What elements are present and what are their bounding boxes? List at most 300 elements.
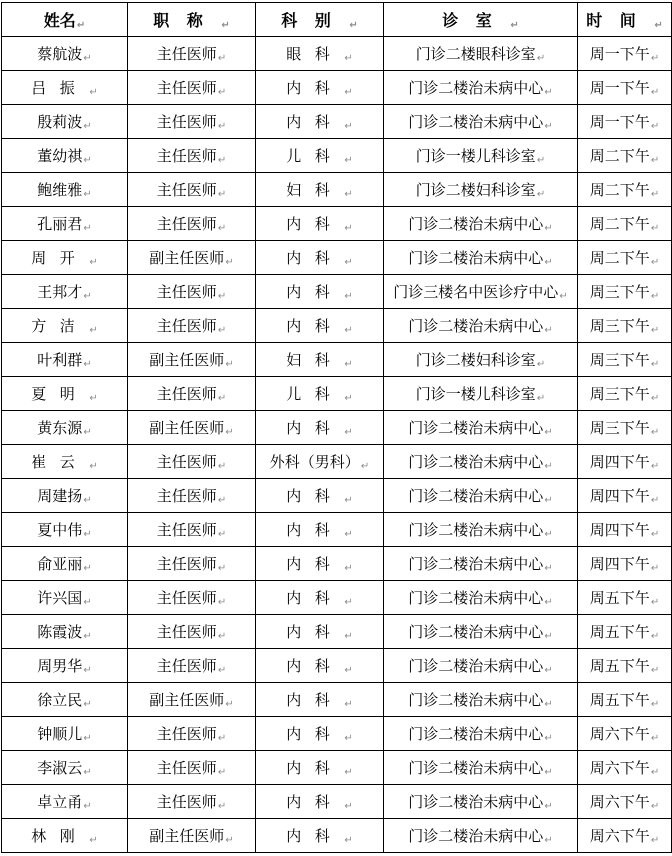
paragraph-mark-icon: ↵ xyxy=(650,529,660,540)
paragraph-mark-icon: ↵ xyxy=(83,699,92,710)
paragraph-mark-icon: ↵ xyxy=(650,223,660,234)
table-row xyxy=(2,343,672,377)
paragraph-mark-icon: ↵ xyxy=(344,121,353,132)
cell-title xyxy=(128,683,256,717)
cell-time xyxy=(578,615,672,649)
paragraph-mark-icon: ↵ xyxy=(344,427,353,438)
cell-title xyxy=(128,751,256,785)
paragraph-mark-icon: ↵ xyxy=(650,325,660,336)
cell-dept-text: 内科 xyxy=(286,113,344,131)
paragraph-mark-icon: ↵ xyxy=(650,631,660,642)
cell-dept xyxy=(256,139,384,173)
cell-time-text: 周三下午 xyxy=(589,419,650,437)
paragraph-mark-icon: ↵ xyxy=(536,189,546,200)
cell-title xyxy=(128,547,256,581)
cell-time-text: 周四下午 xyxy=(589,555,650,573)
table-row xyxy=(2,309,672,343)
header-dept: 科别↵ xyxy=(256,3,384,37)
cell-title xyxy=(128,139,256,173)
cell-name xyxy=(2,547,128,581)
paragraph-mark-icon: ↵ xyxy=(650,257,660,268)
header-time: 时间↵ xyxy=(578,3,672,37)
cell-title-text: 主任医师 xyxy=(156,317,217,335)
cell-dept xyxy=(256,377,384,411)
paragraph-mark-icon: ↵ xyxy=(650,359,660,370)
table-row xyxy=(2,411,672,445)
cell-name xyxy=(2,309,128,343)
cell-room-text: 门诊二楼治未病中心 xyxy=(408,589,544,607)
paragraph-mark-icon: ↵ xyxy=(344,223,353,234)
paragraph-mark-icon: ↵ xyxy=(83,597,92,608)
cell-time xyxy=(578,411,672,445)
cell-room-text: 门诊二楼治未病中心 xyxy=(408,453,544,471)
clinic-schedule-table xyxy=(1,2,672,853)
cell-time-text: 周二下午 xyxy=(589,249,650,267)
table-row xyxy=(2,445,672,479)
cell-title-text: 主任医师 xyxy=(156,283,217,301)
cell-room xyxy=(384,615,578,649)
cell-name-text: 卓立甬 xyxy=(37,793,83,811)
table-row xyxy=(2,241,672,275)
cell-name xyxy=(2,173,128,207)
paragraph-mark-icon: ↵ xyxy=(536,53,546,64)
paragraph-mark-icon: ↵ xyxy=(83,53,92,64)
cell-name xyxy=(2,343,128,377)
paragraph-mark-icon: ↵ xyxy=(217,767,227,778)
paragraph-mark-icon: ↵ xyxy=(650,665,660,676)
cell-name-text: 林刚 xyxy=(31,827,89,845)
cell-title xyxy=(128,411,256,445)
paragraph-mark-icon: ↵ xyxy=(344,291,353,302)
paragraph-mark-icon: ↵ xyxy=(544,495,553,506)
cell-time-text: 周三下午 xyxy=(589,283,650,301)
cell-title-text: 副主任医师 xyxy=(149,691,225,709)
cell-name-text: 夏明 xyxy=(31,385,89,403)
table-row xyxy=(2,683,672,717)
paragraph-mark-icon: ↵ xyxy=(544,121,553,132)
paragraph-mark-icon: ↵ xyxy=(217,733,227,744)
paragraph-mark-icon: ↵ xyxy=(83,121,92,132)
paragraph-mark-icon: ↵ xyxy=(89,393,98,404)
paragraph-mark-icon: ↵ xyxy=(83,631,92,642)
cell-name xyxy=(2,751,128,785)
cell-name-text: 俞亚丽 xyxy=(37,555,83,573)
cell-dept xyxy=(256,581,384,615)
cell-dept xyxy=(256,309,384,343)
paragraph-mark-icon: ↵ xyxy=(89,461,98,472)
paragraph-mark-icon: ↵ xyxy=(83,529,92,540)
paragraph-mark-icon: ↵ xyxy=(89,835,98,846)
cell-name xyxy=(2,37,128,71)
cell-dept xyxy=(256,615,384,649)
cell-dept-text: 内科 xyxy=(286,521,344,539)
paragraph-mark-icon: ↵ xyxy=(650,495,660,506)
cell-room xyxy=(384,785,578,819)
paragraph-mark-icon: ↵ xyxy=(344,87,353,98)
paragraph-mark-icon: ↵ xyxy=(544,597,553,608)
cell-time xyxy=(578,173,672,207)
cell-name xyxy=(2,445,128,479)
cell-dept-text: 外科（男科） xyxy=(269,453,360,471)
cell-room xyxy=(384,71,578,105)
paragraph-mark-icon: ↵ xyxy=(650,291,660,302)
paragraph-mark-icon: ↵ xyxy=(217,393,227,404)
cell-dept xyxy=(256,785,384,819)
paragraph-mark-icon: ↵ xyxy=(217,291,227,302)
paragraph-mark-icon: ↵ xyxy=(344,597,353,608)
paragraph-mark-icon: ↵ xyxy=(650,767,660,778)
cell-time-text: 周五下午 xyxy=(589,623,650,641)
cell-dept-text: 内科 xyxy=(286,623,344,641)
cell-room xyxy=(384,411,578,445)
cell-room xyxy=(384,649,578,683)
paragraph-mark-icon: ↵ xyxy=(544,427,553,438)
paragraph-mark-icon: ↵ xyxy=(544,325,553,336)
cell-name xyxy=(2,615,128,649)
cell-title xyxy=(128,241,256,275)
paragraph-mark-icon: ↵ xyxy=(89,87,98,98)
cell-title-text: 主任医师 xyxy=(156,215,217,233)
cell-time-text: 周二下午 xyxy=(589,181,650,199)
header-name: 姓名↵ xyxy=(2,3,128,37)
cell-name xyxy=(2,377,128,411)
cell-time xyxy=(578,547,672,581)
cell-time xyxy=(578,819,672,853)
cell-name-text: 陈霞波 xyxy=(37,623,83,641)
cell-title-text: 副主任医师 xyxy=(149,419,225,437)
cell-room-text: 门诊二楼治未病中心 xyxy=(408,827,544,845)
paragraph-mark-icon: ↵ xyxy=(650,801,660,812)
paragraph-mark-icon: ↵ xyxy=(217,495,227,506)
cell-room-text: 门诊二楼治未病中心 xyxy=(408,759,544,777)
cell-title-text: 副主任医师 xyxy=(149,827,225,845)
paragraph-mark-icon: ↵ xyxy=(650,699,660,710)
paragraph-mark-icon: ↵ xyxy=(544,631,553,642)
table-row xyxy=(2,649,672,683)
cell-title xyxy=(128,649,256,683)
paragraph-mark-icon: ↵ xyxy=(83,189,92,200)
cell-title-text: 副主任医师 xyxy=(149,351,225,369)
cell-room xyxy=(384,683,578,717)
cell-room-text: 门诊二楼妇科诊室 xyxy=(415,181,536,199)
cell-title xyxy=(128,309,256,343)
paragraph-mark-icon: ↵ xyxy=(344,393,353,404)
paragraph-mark-icon: ↵ xyxy=(360,461,370,472)
cell-dept-text: 眼科 xyxy=(286,45,344,63)
paragraph-mark-icon: ↵ xyxy=(217,53,227,64)
cell-room xyxy=(384,207,578,241)
cell-time xyxy=(578,717,672,751)
cell-room-text: 门诊二楼治未病中心 xyxy=(408,487,544,505)
table-row xyxy=(2,513,672,547)
cell-time-text: 周四下午 xyxy=(589,521,650,539)
cell-name-text: 黄东源 xyxy=(37,419,83,437)
paragraph-mark-icon: ↵ xyxy=(650,461,660,472)
cell-time xyxy=(578,105,672,139)
cell-time xyxy=(578,207,672,241)
cell-name xyxy=(2,649,128,683)
paragraph-mark-icon: ↵ xyxy=(650,189,660,200)
cell-dept-text: 儿科 xyxy=(286,385,344,403)
cell-name-text: 董幼祺 xyxy=(37,147,83,165)
cell-title xyxy=(128,479,256,513)
paragraph-mark-icon: ↵ xyxy=(217,529,227,540)
cell-dept-text: 内科 xyxy=(286,215,344,233)
cell-room xyxy=(384,581,578,615)
cell-time xyxy=(578,683,672,717)
paragraph-mark-icon: ↵ xyxy=(344,53,353,64)
paragraph-mark-icon: ↵ xyxy=(544,461,553,472)
paragraph-mark-icon: ↵ xyxy=(650,597,660,608)
cell-dept xyxy=(256,37,384,71)
cell-room-text: 门诊三楼名中医诊疗中心 xyxy=(393,283,559,301)
cell-name-text: 钟顺儿 xyxy=(37,725,83,743)
paragraph-mark-icon: ↵ xyxy=(217,189,227,200)
cell-dept xyxy=(256,683,384,717)
paragraph-mark-icon: ↵ xyxy=(544,835,553,846)
cell-dept-text: 内科 xyxy=(286,759,344,777)
cell-dept-text: 内科 xyxy=(286,419,344,437)
cell-name-text: 许兴国 xyxy=(37,589,83,607)
cell-name xyxy=(2,411,128,445)
cell-dept xyxy=(256,819,384,853)
cell-name-text: 王邦才 xyxy=(37,283,83,301)
cell-name-text: 孔丽君 xyxy=(37,215,83,233)
cell-dept xyxy=(256,649,384,683)
cell-title xyxy=(128,615,256,649)
cell-time xyxy=(578,513,672,547)
cell-time xyxy=(578,71,672,105)
paragraph-mark-icon: ↵ xyxy=(544,665,553,676)
table-row xyxy=(2,751,672,785)
cell-time xyxy=(578,445,672,479)
cell-title-text: 主任医师 xyxy=(156,79,217,97)
cell-name-text: 夏中伟 xyxy=(37,521,83,539)
paragraph-mark-icon: ↵ xyxy=(83,155,92,166)
paragraph-mark-icon: ↵ xyxy=(225,359,234,370)
cell-time-text: 周三下午 xyxy=(589,385,650,403)
cell-room-text: 门诊二楼治未病中心 xyxy=(408,79,544,97)
cell-name-text: 殷莉波 xyxy=(37,113,83,131)
cell-name xyxy=(2,241,128,275)
table-row xyxy=(2,71,672,105)
table-row xyxy=(2,581,672,615)
cell-dept-text: 内科 xyxy=(286,725,344,743)
paragraph-mark-icon: ↵ xyxy=(650,393,660,404)
paragraph-mark-icon: ↵ xyxy=(83,733,92,744)
paragraph-mark-icon: ↵ xyxy=(544,801,553,812)
paragraph-mark-icon: ↵ xyxy=(217,665,227,676)
cell-title-text: 主任医师 xyxy=(156,759,217,777)
paragraph-mark-icon: ↵ xyxy=(544,87,553,98)
paragraph-mark-icon: ↵ xyxy=(344,733,353,744)
cell-room xyxy=(384,445,578,479)
cell-title-text: 主任医师 xyxy=(156,623,217,641)
paragraph-mark-icon: ↵ xyxy=(225,257,234,268)
paragraph-mark-icon: ↵ xyxy=(344,801,353,812)
cell-name-text: 吕振 xyxy=(31,79,89,97)
cell-name xyxy=(2,71,128,105)
cell-title-text: 主任医师 xyxy=(156,793,217,811)
cell-room-text: 门诊二楼治未病中心 xyxy=(408,113,544,131)
table-row xyxy=(2,479,672,513)
paragraph-mark-icon: ↵ xyxy=(344,699,353,710)
paragraph-mark-icon: ↵ xyxy=(544,529,553,540)
paragraph-mark-icon: ↵ xyxy=(544,257,553,268)
table-row xyxy=(2,547,672,581)
cell-title-text: 主任医师 xyxy=(156,555,217,573)
cell-room-text: 门诊二楼妇科诊室 xyxy=(415,351,536,369)
cell-dept-text: 内科 xyxy=(286,283,344,301)
cell-time-text: 周五下午 xyxy=(589,657,650,675)
cell-time xyxy=(578,377,672,411)
paragraph-mark-icon: ↵ xyxy=(544,563,553,574)
cell-dept-text: 内科 xyxy=(286,555,344,573)
cell-title xyxy=(128,377,256,411)
cell-time-text: 周五下午 xyxy=(589,691,650,709)
cell-dept-text: 内科 xyxy=(286,249,344,267)
cell-name-text: 蔡航波 xyxy=(37,45,83,63)
table-row xyxy=(2,785,672,819)
cell-title xyxy=(128,37,256,71)
cell-title-text: 主任医师 xyxy=(156,385,217,403)
cell-dept-text: 内科 xyxy=(286,657,344,675)
cell-time-text: 周三下午 xyxy=(589,351,650,369)
cell-dept xyxy=(256,173,384,207)
cell-dept xyxy=(256,717,384,751)
cell-title-text: 主任医师 xyxy=(156,147,217,165)
paragraph-mark-icon: ↵ xyxy=(83,427,92,438)
cell-title-text: 主任医师 xyxy=(156,589,217,607)
paragraph-mark-icon: ↵ xyxy=(536,393,546,404)
cell-room xyxy=(384,309,578,343)
cell-room xyxy=(384,819,578,853)
cell-time xyxy=(578,241,672,275)
cell-room xyxy=(384,241,578,275)
cell-dept-text: 内科 xyxy=(286,487,344,505)
paragraph-mark-icon: ↵ xyxy=(544,223,553,234)
cell-title xyxy=(128,105,256,139)
cell-name xyxy=(2,479,128,513)
cell-dept-text: 内科 xyxy=(286,691,344,709)
cell-room-text: 门诊二楼治未病中心 xyxy=(408,793,544,811)
cell-room xyxy=(384,479,578,513)
cell-name-text: 方洁 xyxy=(31,317,89,335)
table-row xyxy=(2,819,672,853)
cell-dept-text: 妇科 xyxy=(286,351,344,369)
table-row xyxy=(2,377,672,411)
cell-room xyxy=(384,343,578,377)
cell-room xyxy=(384,377,578,411)
cell-room xyxy=(384,275,578,309)
cell-name-text: 崔云 xyxy=(31,453,89,471)
paragraph-mark-icon: ↵ xyxy=(344,155,353,166)
paragraph-mark-icon: ↵ xyxy=(83,767,92,778)
paragraph-mark-icon: ↵ xyxy=(217,461,227,472)
cell-title xyxy=(128,717,256,751)
cell-time-text: 周六下午 xyxy=(589,759,650,777)
cell-time-text: 周三下午 xyxy=(589,317,650,335)
cell-title-text: 主任医师 xyxy=(156,521,217,539)
paragraph-mark-icon: ↵ xyxy=(344,563,353,574)
cell-title-text: 主任医师 xyxy=(156,113,217,131)
cell-room-text: 门诊二楼治未病中心 xyxy=(408,623,544,641)
paragraph-mark-icon: ↵ xyxy=(344,495,353,506)
paragraph-mark-icon: ↵ xyxy=(344,359,353,370)
cell-title-text: 主任医师 xyxy=(156,453,217,471)
paragraph-mark-icon: ↵ xyxy=(650,563,660,574)
paragraph-mark-icon: ↵ xyxy=(344,665,353,676)
paragraph-mark-icon: ↵ xyxy=(217,87,227,98)
cell-name xyxy=(2,513,128,547)
cell-name xyxy=(2,683,128,717)
cell-title xyxy=(128,207,256,241)
cell-time xyxy=(578,275,672,309)
cell-room xyxy=(384,513,578,547)
cell-dept-text: 妇科 xyxy=(286,181,344,199)
paragraph-mark-icon: ↵ xyxy=(650,427,660,438)
cell-time-text: 周二下午 xyxy=(589,147,650,165)
cell-room-text: 门诊二楼治未病中心 xyxy=(408,691,544,709)
cell-time xyxy=(578,649,672,683)
table-row xyxy=(2,207,672,241)
header-row xyxy=(2,3,672,37)
paragraph-mark-icon: ↵ xyxy=(344,767,353,778)
paragraph-mark-icon: ↵ xyxy=(344,189,353,200)
cell-name xyxy=(2,819,128,853)
cell-room xyxy=(384,105,578,139)
cell-title-text: 主任医师 xyxy=(156,487,217,505)
cell-time-text: 周六下午 xyxy=(589,793,650,811)
cell-title-text: 主任医师 xyxy=(156,657,217,675)
cell-name-text: 周开 xyxy=(31,249,89,267)
cell-dept xyxy=(256,105,384,139)
cell-room xyxy=(384,173,578,207)
cell-time xyxy=(578,751,672,785)
cell-dept xyxy=(256,275,384,309)
paragraph-mark-icon: ↵ xyxy=(89,257,98,268)
cell-title xyxy=(128,445,256,479)
paragraph-mark-icon: ↵ xyxy=(217,631,227,642)
cell-time xyxy=(578,309,672,343)
cell-title xyxy=(128,71,256,105)
paragraph-mark-icon: ↵ xyxy=(650,53,660,64)
paragraph-mark-icon: ↵ xyxy=(650,733,660,744)
cell-name xyxy=(2,717,128,751)
cell-title-text: 主任医师 xyxy=(156,45,217,63)
cell-time-text: 周四下午 xyxy=(589,487,650,505)
cell-dept xyxy=(256,241,384,275)
table-row xyxy=(2,105,672,139)
cell-room xyxy=(384,751,578,785)
paragraph-mark-icon: ↵ xyxy=(83,223,92,234)
cell-room-text: 门诊一楼儿科诊室 xyxy=(415,147,536,165)
table-row xyxy=(2,615,672,649)
paragraph-mark-icon: ↵ xyxy=(89,325,98,336)
cell-title xyxy=(128,173,256,207)
cell-room xyxy=(384,717,578,751)
cell-room xyxy=(384,139,578,173)
paragraph-mark-icon: ↵ xyxy=(650,87,660,98)
cell-title xyxy=(128,819,256,853)
cell-title-text: 主任医师 xyxy=(156,181,217,199)
cell-dept-text: 儿科 xyxy=(286,147,344,165)
cell-room-text: 门诊一楼儿科诊室 xyxy=(415,385,536,403)
cell-time-text: 周六下午 xyxy=(589,725,650,743)
cell-title xyxy=(128,785,256,819)
cell-time-text: 周一下午 xyxy=(589,113,650,131)
cell-time-text: 周五下午 xyxy=(589,589,650,607)
